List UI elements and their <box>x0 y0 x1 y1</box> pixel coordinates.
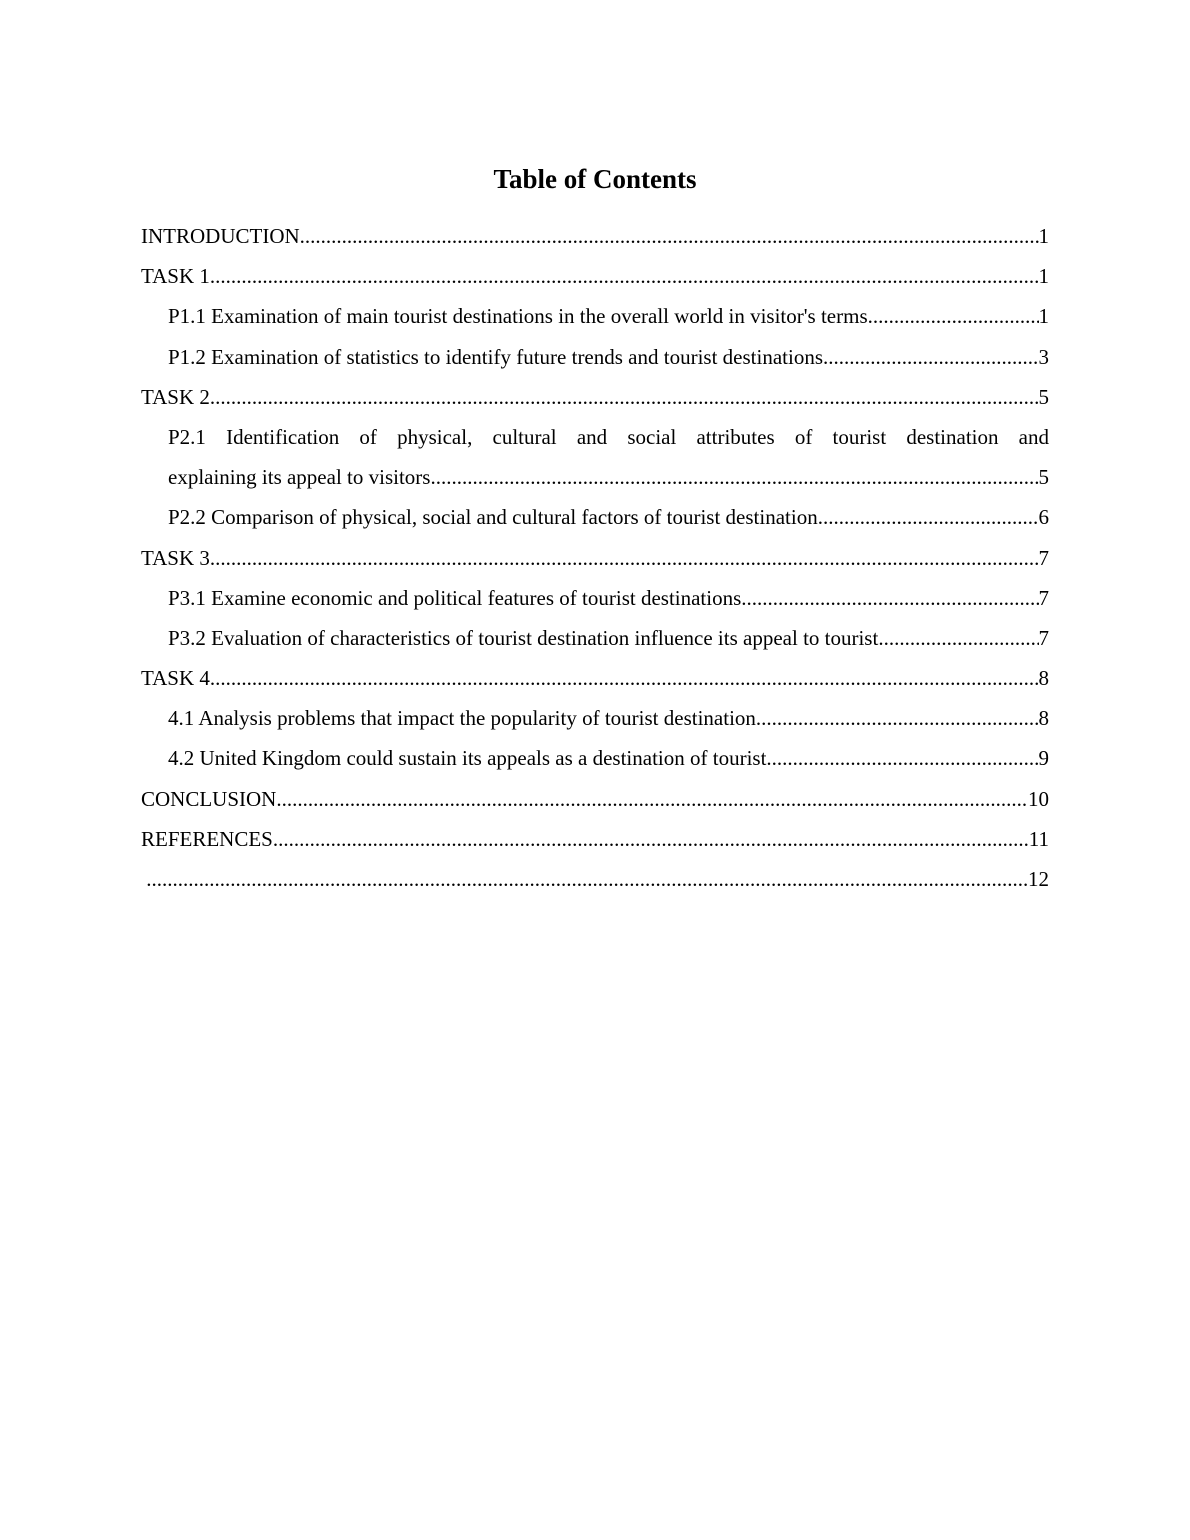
dot-leader <box>276 779 1028 819</box>
toc-entry-p1-2[interactable] <box>141 337 1049 377</box>
toc-entry-text: TASK 2 <box>141 384 210 409</box>
toc-entry-text: 4.1 Analysis problems that impact the popularity of tourist destination <box>168 706 756 731</box>
toc-page-number: 12 <box>1028 867 1049 891</box>
toc-entry-task-4[interactable] <box>141 658 1049 698</box>
dot-leader <box>823 337 1039 377</box>
toc-entry-text: TASK 1 <box>141 264 210 289</box>
toc-entry-text-line-2: explaining its appeal to visitors <box>168 465 431 490</box>
toc-entry-p3-2[interactable] <box>141 618 1049 658</box>
toc-entry-text: P1.1 Examination of main tourist destinations in the overall world in visitor's terms <box>168 304 868 329</box>
toc-entry-text: REFERENCES <box>141 826 273 851</box>
toc-entry-task-3[interactable] <box>141 538 1049 578</box>
dot-leader <box>210 658 1039 698</box>
toc-page-number: 9 <box>1038 746 1049 771</box>
toc-entry-4-2[interactable] <box>141 738 1049 778</box>
toc-page-number: 6 <box>1038 505 1049 530</box>
toc-entry-text: 4.2 United Kingdom could sustain its appeals as a destination of tourist <box>168 746 767 771</box>
toc-page-number: 10 <box>1028 786 1049 811</box>
toc-page-number: 7 <box>1038 625 1049 650</box>
toc-page-number: 8 <box>1038 706 1049 731</box>
dot-leader <box>868 296 1039 336</box>
toc-entry-task-1[interactable] <box>141 256 1049 296</box>
dot-leader <box>210 377 1039 417</box>
toc-entry-text: P1.2 Examination of statistics to identify future trends and tourist destinations <box>168 344 823 369</box>
toc-entry-introduction[interactable] <box>141 216 1049 256</box>
dot-leader <box>146 859 1028 899</box>
dot-leader <box>273 819 1029 859</box>
toc-entry-untitled[interactable] <box>141 859 1049 899</box>
toc-entry-second-line <box>168 457 1049 497</box>
toc-page-number: 7 <box>1038 585 1049 610</box>
toc-page-number: 7 <box>1038 545 1049 570</box>
toc-entry-text: P3.2 Evaluation of characteristics of tourist destination influence its appeal to tourist <box>168 625 879 650</box>
toc-entry-text: TASK 3 <box>141 545 210 570</box>
toc-entry-text: INTRODUCTION <box>141 224 300 248</box>
dot-leader <box>300 216 1039 256</box>
toc-entry-p2-2[interactable] <box>141 497 1049 537</box>
toc-list <box>141 216 1049 899</box>
toc-page-number: 1 <box>1038 304 1049 329</box>
toc-entry-4-1[interactable] <box>141 698 1049 738</box>
dot-leader <box>210 538 1039 578</box>
toc-page-number: 11 <box>1028 826 1049 851</box>
toc-entry-references[interactable] <box>141 819 1049 859</box>
dot-leader <box>210 256 1039 296</box>
toc-title: Table of Contents <box>493 164 697 194</box>
toc-entry-text: CONCLUSION <box>141 786 277 811</box>
dot-leader <box>766 738 1038 778</box>
toc-entry-p3-1[interactable] <box>141 578 1049 618</box>
toc-entry-task-2[interactable] <box>141 377 1049 417</box>
toc-entry-conclusion[interactable] <box>141 779 1049 819</box>
dot-leader <box>430 457 1038 497</box>
dot-leader <box>878 618 1038 658</box>
toc-page-number: 1 <box>1038 224 1049 248</box>
dot-leader <box>741 578 1038 618</box>
toc-page-number: 5 <box>1038 465 1049 490</box>
toc-entry-p1-1[interactable] <box>141 296 1049 336</box>
toc-entry-text-line-1: P2.1 Identification of physical, cultural and social attributes of tourist destination and <box>168 424 1049 449</box>
toc-entry-p2-1[interactable] <box>141 417 1049 497</box>
toc-page-number: 8 <box>1038 666 1049 691</box>
dot-leader <box>756 698 1039 738</box>
toc-page-number: 1 <box>1038 264 1049 289</box>
toc-entry-text: TASK 4 <box>141 666 210 691</box>
toc-page-number: 5 <box>1038 384 1049 409</box>
toc-entry-text: P3.1 Examine economic and political features of tourist destinations <box>168 585 742 610</box>
dot-leader <box>818 497 1039 537</box>
toc-page-number: 3 <box>1038 344 1049 369</box>
toc-entry-text: P2.2 Comparison of physical, social and cultural factors of tourist destination <box>168 505 818 530</box>
